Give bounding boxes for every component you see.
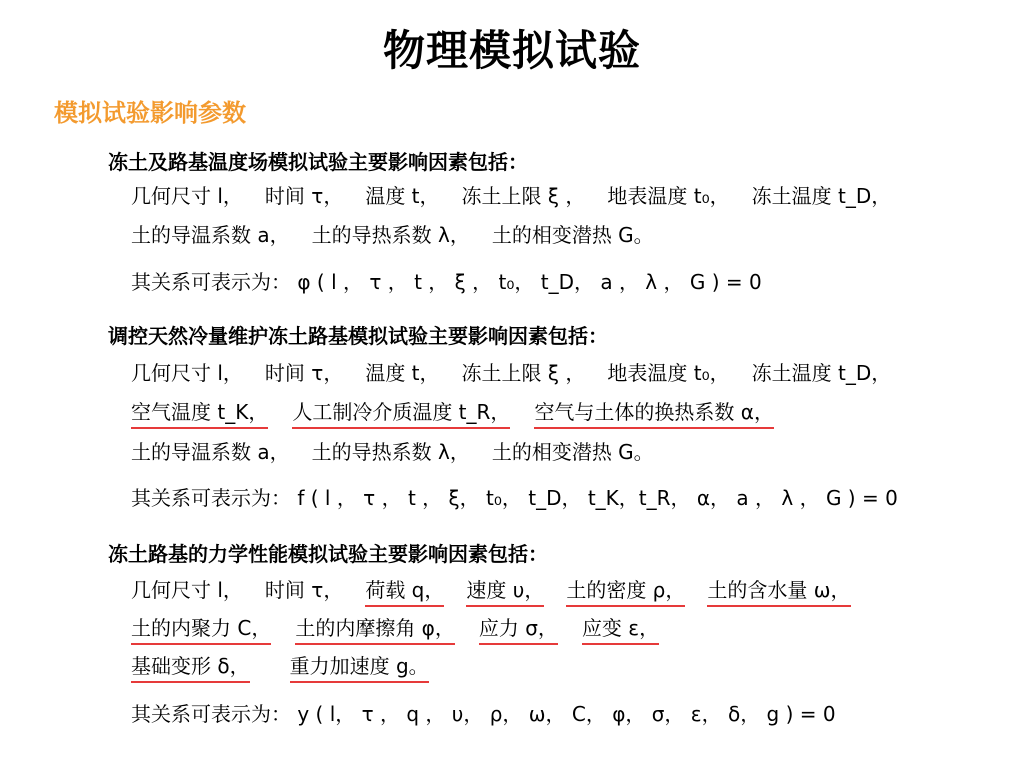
param-item: 冻土上限 ξ ， — [461, 184, 586, 208]
param-item: 土的相变潜热 G。 — [491, 440, 654, 464]
param-item: 土的相变潜热 G。 — [491, 223, 654, 247]
param-item: 冻土上限 ξ ， — [461, 361, 586, 385]
param-item: 温度 t， — [365, 184, 440, 208]
param-item-underlined: 土的密度 ρ， — [566, 574, 685, 607]
param-item: 几何尺寸 l， — [131, 184, 243, 208]
section-subtitle: 模拟试验影响参数 — [54, 99, 246, 127]
param-item: 几何尺寸 l， — [131, 578, 243, 602]
param-item-underlined: 重力加速度 g。 — [290, 650, 429, 683]
param-item-underlined: 空气温度 t_K， — [131, 396, 268, 429]
param-item: 温度 t， — [365, 361, 440, 385]
param-item-underlined: 土的内聚力 C， — [131, 612, 271, 645]
section-3-heading: 冻土路基的力学性能模拟试验主要影响因素包括： — [108, 542, 548, 566]
section-2-line-1 — [131, 357, 891, 386]
section-1-line-2 — [131, 219, 654, 248]
param-item: 冻土温度 t_D， — [751, 184, 892, 208]
param-item: 土的导温系数 a， — [131, 223, 290, 247]
param-item: 时间 τ， — [264, 184, 344, 208]
section-2-relation: 其关系可表示为： f ( l ， τ ， t ， ξ， t₀， t_D， t_K，t_R， α， a ， λ ， G ) = 0 — [131, 486, 898, 510]
section-3-line-3 — [131, 650, 429, 683]
param-item: 土的导热系数 λ， — [311, 440, 470, 464]
param-item: 土的导热系数 λ， — [311, 223, 470, 247]
param-item: 土的导温系数 a， — [131, 440, 290, 464]
param-item: 冻土温度 t_D， — [751, 361, 892, 385]
section-3-line-1 — [131, 574, 851, 607]
section-1-line-1 — [131, 180, 891, 209]
param-item-underlined: 速度 υ， — [466, 574, 544, 607]
section-3-relation: 其关系可表示为： y ( l， τ ， q ， υ， ρ， ω， C， φ， σ， ε， δ， g ) = 0 — [131, 702, 836, 726]
param-item-underlined: 应变 ε， — [582, 612, 659, 645]
param-item-underlined: 空气与土体的换热系数 α， — [534, 396, 774, 429]
section-2-heading: 调控天然冷量维护冻土路基模拟试验主要影响因素包括： — [108, 324, 608, 348]
param-item: 时间 τ， — [264, 578, 344, 602]
section-3-line-2 — [131, 612, 659, 645]
section-1-heading: 冻土及路基温度场模拟试验主要影响因素包括： — [108, 150, 528, 174]
param-item-underlined: 土的含水量 ω， — [707, 574, 850, 607]
section-1-relation: 其关系可表示为： φ ( l ， τ ， t ， ξ ， t₀， t_D， a ， λ ， G ) = 0 — [131, 270, 762, 294]
param-item-underlined: 荷载 q， — [365, 574, 444, 607]
param-item-underlined: 应力 σ， — [479, 612, 558, 645]
param-item: 地表温度 t₀， — [607, 184, 730, 208]
page-title: 物理模拟试验 — [382, 26, 641, 75]
param-item-underlined: 基础变形 δ， — [131, 650, 250, 683]
param-item: 几何尺寸 l， — [131, 361, 243, 385]
section-2-line-3 — [131, 436, 654, 465]
param-item: 地表温度 t₀， — [607, 361, 730, 385]
param-item-underlined: 人工制冷介质温度 t_R， — [292, 396, 510, 429]
section-2-line-2 — [131, 396, 774, 429]
param-item-underlined: 土的内摩擦角 φ， — [295, 612, 455, 645]
param-item: 时间 τ， — [264, 361, 344, 385]
